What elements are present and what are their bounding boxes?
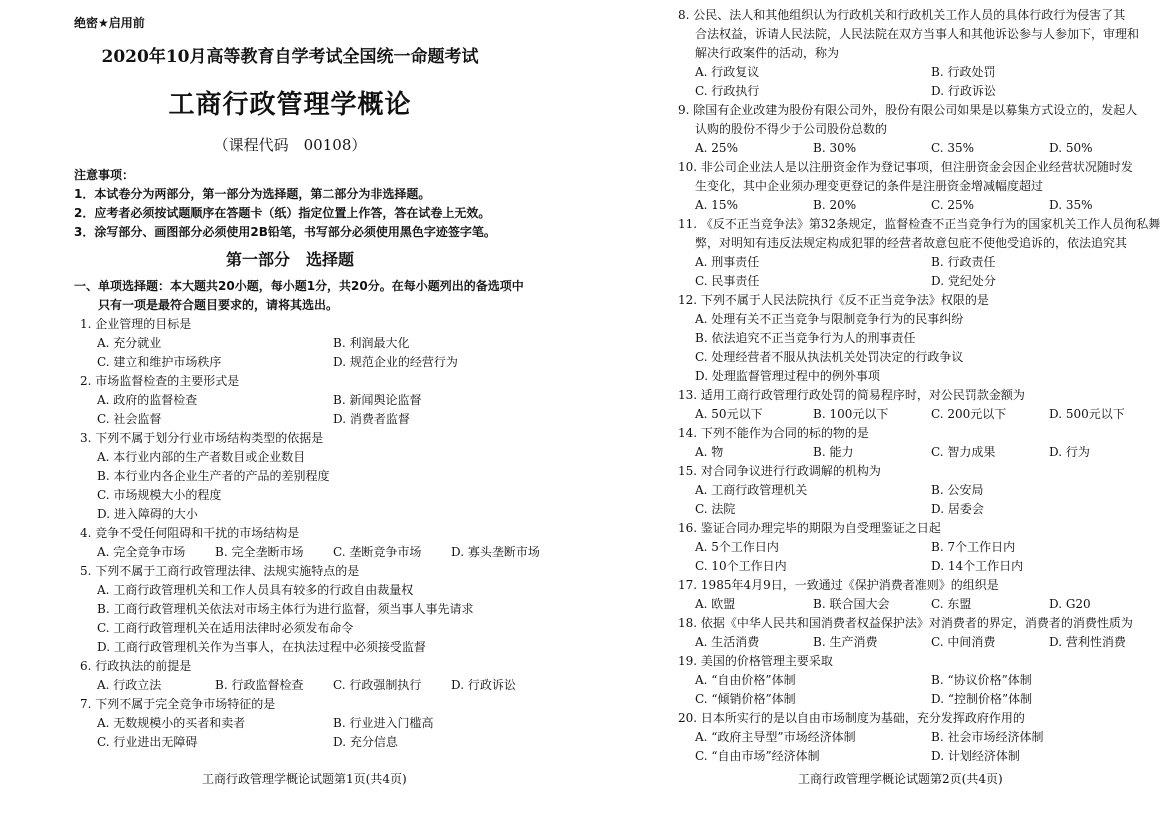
question-text: 下列不属于人民法院执行《反不正当竞争法》权限的是 [700,293,989,307]
question-stem [80,315,560,334]
answer-option: C. 市场规模大小的程度 [97,488,222,502]
option-row [80,733,560,752]
question-item [80,524,560,562]
question-number: 4. [80,526,92,540]
answer-option: D. 计划经济体制 [931,749,1020,763]
answer-option: A. “政府主导型”市场经济体制 [695,730,856,744]
question-text: 下列不属于完全竞争市场特征的是 [95,697,276,711]
answer-option: B. 30% [813,141,857,155]
answer-option: B. 本行业内各企业生产者的产品的差别程度 [97,469,330,483]
question-stem [678,6,1158,25]
answer-option: B. 能力 [813,445,854,459]
question-stem [678,158,1158,177]
option-row [678,747,1158,766]
question-text: 对合同争议进行行政调解的机构为 [700,464,881,478]
question-number: 10. [678,160,698,174]
answer-option: D. 消费者监督 [333,412,410,426]
option-row [678,253,1158,272]
notice-block [74,166,564,242]
question-stem [678,44,1158,63]
page-footer: 工商行政管理学概论试题第2页(共4页) [798,772,1003,786]
answer-option: C. 法院 [695,502,736,516]
question-item [80,562,560,657]
answer-option: B. 7个工作日内 [931,540,1016,554]
answer-option: C. 东盟 [931,597,972,611]
answer-option: C. 行政强制执行 [333,678,422,692]
option-row [80,353,560,372]
answer-option: D. 工商行政管理机关作为当事人，在执法过程中必须接受监督 [97,640,426,654]
option-row [678,690,1158,709]
question-item [678,291,1158,386]
question-text: 鉴证合同办理完毕的期限为自受理鉴证之日起 [700,521,941,535]
notice-item: 2．应考者必须按试题顺序在答题卡（纸）指定位置上作答，答在试卷上无效。 [74,206,491,220]
question-stem [678,120,1158,139]
option-row [80,505,560,524]
answer-option: A. 行政立法 [97,678,162,692]
option-row [678,367,1158,386]
question-number: 15. [678,464,698,478]
answer-option: A. 处理有关不正当竞争与限制竞争行为的民事纠纷 [695,312,964,326]
option-row [678,671,1158,690]
answer-option: D. 寡头垄断市场 [451,545,540,559]
option-row [80,448,560,467]
answer-option: A. 充分就业 [97,336,162,350]
question-stem [678,234,1158,253]
question-item [678,6,1158,101]
option-row [678,329,1158,348]
notice-item: 1．本试卷分为两部分，第一部分为选择题，第二部分为非选择题。 [74,187,431,201]
answer-option: C. 处理经营者不服从执法机关处罚决定的行政争议 [695,350,964,364]
option-row [678,272,1158,291]
question-number: 11. [678,217,698,231]
answer-option: C. “倾销价格”体制 [695,692,796,706]
question-text: 行政执法的前提是 [95,659,192,673]
question-item [678,519,1158,576]
answer-option: C. 25% [931,198,975,212]
option-row [678,538,1158,557]
answer-option: D. 35% [1049,198,1093,212]
answer-option: A. 25% [695,141,738,155]
answer-option: A. 行政复议 [695,65,760,79]
option-row [80,676,560,695]
answer-option: A. 刑事责任 [695,255,760,269]
option-row [80,486,560,505]
question-text: 下列不能作为合同的标的物的是 [700,426,869,440]
exam-title: 2020年10月高等教育自学考试全国统一命题考试 [101,47,479,67]
question-text: 依据《中华人民共和国消费者权益保护法》对消费者的界定，消费者的消费性质为 [700,616,1133,630]
answer-option: B. 依法追究不正当竞争行为人的刑事责任 [695,331,916,345]
question-text: 下列不属于划分行业市场结构类型的依据是 [95,431,324,445]
answer-option: B. 公安局 [931,483,984,497]
question-text: 市场监督检查的主要形式是 [95,374,240,388]
answer-option: C. 中间消费 [931,635,996,649]
option-row [678,633,1158,652]
option-row [80,391,560,410]
question-text: 《反不正当竞争法》第32条规定，监督检查不正当竞争行为的国家机关工作人员徇私舞 [700,217,1161,231]
question-text: 合法权益，诉请人民法院，人民法院在双方当事人和其他诉讼参与人参加下，审理和 [695,27,1140,41]
question-text: 1985年4月9日，一致通过《保护消费者准则》的组织是 [700,578,999,592]
section-one-instructions [74,277,564,315]
question-stem [678,576,1158,595]
subject-title: 工商行政管理学概论 [168,90,412,120]
answer-option: A. 15% [695,198,738,212]
question-item [80,372,560,429]
question-list-page-1 [80,315,560,752]
option-row [80,334,560,353]
question-text: 美国的价格管理主要采取 [700,654,833,668]
question-number: 3. [80,431,92,445]
question-text: 除国有企业改建为股份有限公司外，股份有限公司如果是以募集方式设立的，发起人 [693,103,1138,117]
question-stem [80,524,560,543]
question-item [80,657,560,695]
option-row [80,581,560,600]
answer-option: C. 35% [931,141,975,155]
question-number: 18. [678,616,698,630]
answer-option: B. 新闻舆论监督 [333,393,422,407]
option-row [678,481,1158,500]
question-item [678,101,1158,158]
answer-option: A. 工商行政管理机关 [695,483,808,497]
answer-option: A. 生活消费 [695,635,760,649]
answer-option: B. 工商行政管理机关依法对市场主体行为进行监督，须当事人事先请求 [97,602,474,616]
answer-option: A. 无数规模小的买者和卖者 [97,716,246,730]
question-stem [678,424,1158,443]
question-item [80,429,560,524]
answer-option: D. 14个工作日内 [931,559,1024,573]
question-stem [678,177,1158,196]
question-stem [80,562,560,581]
question-stem [678,215,1161,234]
question-stem [80,429,560,448]
option-row [678,595,1158,614]
option-row [678,405,1158,424]
answer-option: D. “控制价格”体制 [931,692,1033,706]
answer-option: C. 10个工作日内 [695,559,787,573]
question-number: 14. [678,426,698,440]
question-list-page-2 [678,6,1161,766]
exam-page-2 [588,0,1174,823]
answer-option: B. 联合国大会 [813,597,890,611]
answer-option: B. 100元以下 [813,407,889,421]
answer-option: C. 智力成果 [931,445,996,459]
option-row [678,443,1158,462]
answer-option: D. 行政诉讼 [451,678,516,692]
answer-option: D. 营利性消费 [1049,635,1126,649]
question-text: 认购的股份不得少于公司股份总数的 [695,122,888,136]
answer-option: A. 政府的监督检查 [97,393,198,407]
question-number: 17. [678,578,698,592]
question-stem [678,25,1158,44]
question-stem [678,519,1158,538]
answer-option: C. 200元以下 [931,407,1007,421]
answer-option: A. 5个工作日内 [695,540,779,554]
notice-title: 注意事项： [74,168,135,182]
option-row [678,82,1158,101]
answer-option: D. 行为 [1049,445,1090,459]
question-text: 日本所实行的是以自由市场制度为基础，充分发挥政府作用的 [700,711,1025,725]
option-row [80,638,560,657]
question-text: 非公司企业法人是以注册资金作为登记事项，但注册资金会因企业经营状况随时发 [700,160,1133,174]
question-item [80,695,560,752]
answer-option: C. 民事责任 [695,274,760,288]
answer-option: D. 500元以下 [1049,407,1125,421]
option-row [678,63,1158,82]
answer-option: B. 20% [813,198,857,212]
option-row [80,619,560,638]
question-text: 适用工商行政管理行政处罚的简易程序时，对公民罚款金额为 [700,388,1025,402]
part-one-title: 第一部分 选择题 [225,250,354,269]
question-item [678,652,1158,709]
answer-option: A. 工商行政管理机关和工作人员具有较多的行政自由裁量权 [97,583,414,597]
question-number: 16. [678,521,698,535]
answer-option: B. 社会市场经济体制 [931,730,1044,744]
question-number: 8. [678,8,690,22]
exam-page-1 [0,0,580,823]
question-stem [678,101,1158,120]
answer-option: A. 欧盟 [695,597,736,611]
option-row [80,543,560,562]
answer-option: D. 规范企业的经营行为 [333,355,458,369]
page-footer: 工商行政管理学概论试题第1页(共4页) [202,772,407,786]
course-code: （课程代码 00108） [213,136,367,154]
question-stem [678,291,1158,310]
answer-option: B. 行政监督检查 [215,678,304,692]
question-number: 6. [80,659,92,673]
answer-option: C. 社会监督 [97,412,162,426]
question-stem [80,372,560,391]
answer-option: D. 行政诉讼 [931,84,996,98]
question-item [80,315,560,372]
option-row [678,557,1158,576]
option-row [80,410,560,429]
question-item [678,215,1161,291]
notice-item: 3．涂写部分、画图部分必须使用2B铅笔，书写部分必须使用黑色字迹签字笔。 [74,225,496,239]
option-row [678,139,1158,158]
question-text: 竞争不受任何阻碍和干扰的市场结构是 [95,526,300,540]
section-instruction-line: 一、单项选择题：本大题共20小题，每小题1分，共20分。在每小题列出的备选项中 [74,279,524,293]
question-item [678,424,1158,462]
answer-option: B. 利润最大化 [333,336,410,350]
answer-option: C. 垄断竞争市场 [333,545,422,559]
answer-option: C. 建立和维护市场秩序 [97,355,222,369]
question-number: 13. [678,388,698,402]
option-row [678,500,1158,519]
question-item [678,614,1158,652]
question-text: 企业管理的目标是 [95,317,192,331]
answer-option: B. 行政责任 [931,255,996,269]
answer-option: A. 物 [695,445,724,459]
option-row [678,728,1158,747]
question-stem [80,695,560,714]
question-number: 2. [80,374,92,388]
answer-option: D. 居委会 [931,502,984,516]
question-text: 公民、法人和其他组织认为行政机关和行政机关工作人员的具体行政行为侵害了其 [693,8,1126,22]
question-number: 5. [80,564,92,578]
question-item [678,158,1158,215]
question-number: 20. [678,711,698,725]
question-stem [80,657,560,676]
answer-option: D. G20 [1049,597,1091,611]
option-row [80,714,560,733]
answer-option: D. 50% [1049,141,1093,155]
option-row [678,348,1158,367]
answer-option: D. 充分信息 [333,735,398,749]
question-number: 7. [80,697,92,711]
secret-label: 绝密★启用前 [74,16,145,30]
question-stem [678,614,1158,633]
option-row [80,600,560,619]
answer-option: D. 进入障碍的大小 [97,507,198,521]
answer-option: C. 行业进出无障碍 [97,735,198,749]
question-item [678,386,1158,424]
answer-option: B. “协议价格”体制 [931,673,1032,687]
answer-option: B. 生产消费 [813,635,878,649]
answer-option: A. 50元以下 [695,407,763,421]
answer-option: B. 完全垄断市场 [215,545,304,559]
question-item [678,709,1158,766]
answer-option: A. “自由价格”体制 [695,673,796,687]
question-number: 1. [80,317,92,331]
answer-option: D. 党纪处分 [931,274,996,288]
question-stem [678,386,1158,405]
question-number: 19. [678,654,698,668]
option-row [678,196,1158,215]
question-stem [678,652,1158,671]
question-text: 解决行政案件的活动，称为 [695,46,840,60]
answer-option: C. 行政执行 [695,84,760,98]
section-instruction-line: 只有一项是最符合题目要求的，请将其选出。 [98,298,339,312]
answer-option: C. 工商行政管理机关在适用法律时必须发布命令 [97,621,354,635]
question-text: 生变化，其中企业须办理变更登记的条件是注册资金增减幅度超过 [695,179,1044,193]
question-item [678,576,1158,614]
question-stem [678,709,1158,728]
option-row [80,467,560,486]
question-stem [678,462,1158,481]
answer-option: C. “自由市场”经济体制 [695,749,820,763]
answer-option: D. 处理监督管理过程中的例外事项 [695,369,880,383]
answer-option: A. 完全竞争市场 [97,545,186,559]
question-text: 下列不属于工商行政管理法律、法规实施特点的是 [95,564,360,578]
question-text: 弊，对明知有违反法规定构成犯罪的经营者故意包庇不使他受追诉的，依法追究其 [695,236,1128,250]
answer-option: B. 行业进入门槛高 [333,716,434,730]
question-number: 9. [678,103,690,117]
answer-option: A. 本行业内部的生产者数目或企业数目 [97,450,306,464]
option-row [678,310,1158,329]
question-number: 12. [678,293,698,307]
answer-option: B. 行政处罚 [931,65,996,79]
question-item [678,462,1158,519]
